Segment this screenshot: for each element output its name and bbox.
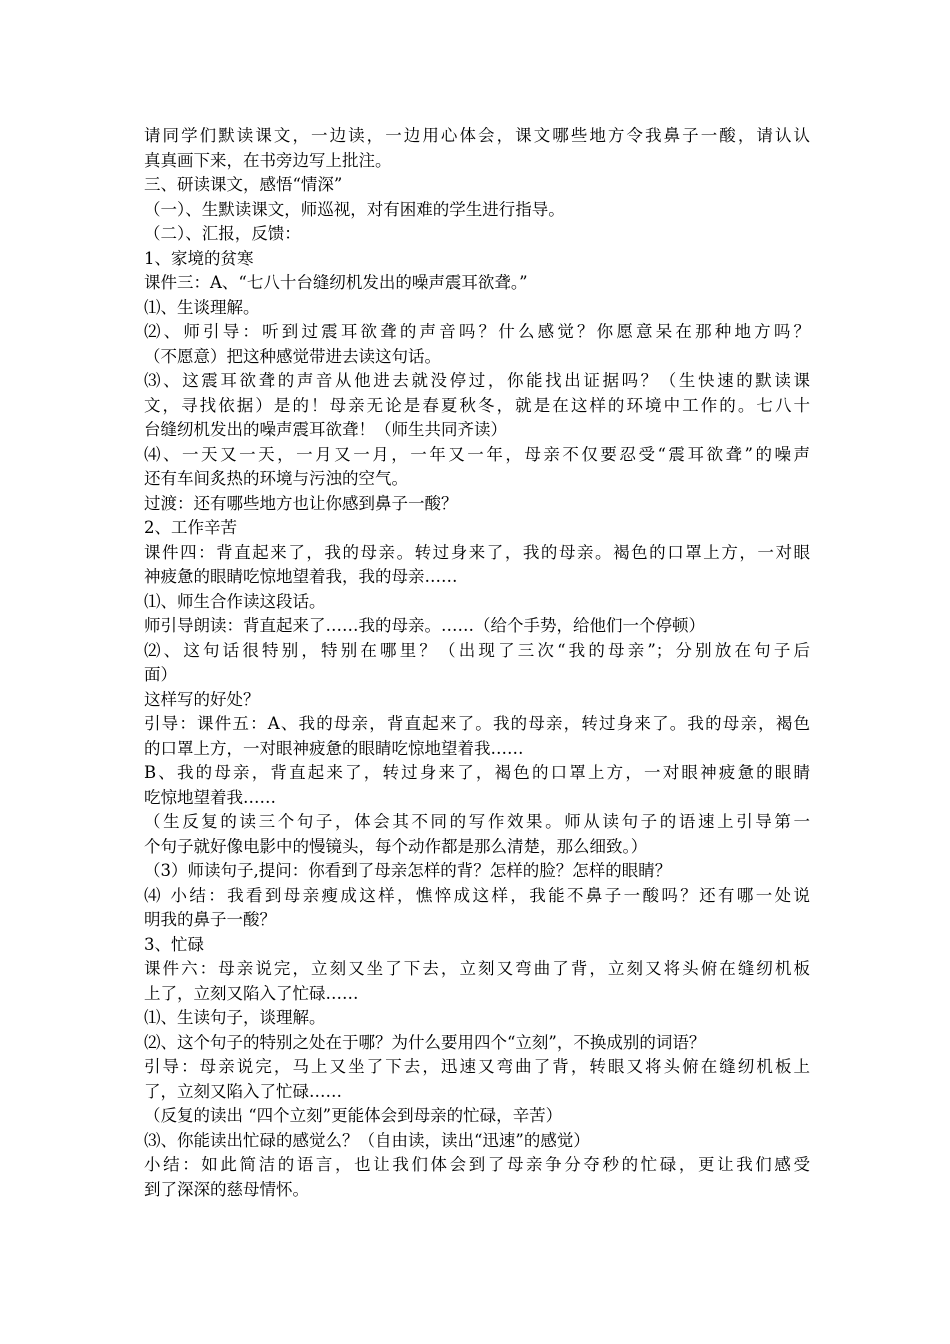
text-line: （一）、生默读课文，师巡视，对有困难的学生进行指导。 — [144, 199, 565, 219]
subsection-heading: 2、工作辛苦 — [144, 518, 237, 537]
text-line: 课件三：A、“七八十台缝纫机发出的噪声震耳欲聋。” — [144, 273, 528, 292]
text-line: ⑵、这句话很特别，特别在哪里？（出现了三次“我的母亲”；分别放在句子后 — [144, 640, 810, 660]
text-line: ⑷、一天又一天，一月又一月，一年又一年，母亲不仅要忍受“震耳欲聋”的噪声 — [144, 444, 810, 464]
text-line: 小结：如此简洁的语言，也让我们体会到了母亲争分夺秒的忙碌，更让我们感受 — [144, 1155, 810, 1174]
text-line: ⑵、这个句子的特别之处在于哪？为什么要用四个“立刻”，不换成别的词语？ — [144, 1032, 706, 1052]
subsection-heading: 3、忙碌 — [144, 934, 204, 954]
text-line: 了，立刻又陷入了忙碌…… — [144, 1081, 342, 1101]
text-line: ⑶、你能读出忙碌的感觉么？（自由读，读出“迅速”的感觉） — [144, 1130, 590, 1150]
text-line: 个句子就好像电影中的慢镜头，每个动作都是那么清楚，那么细致。） — [144, 836, 648, 856]
text-line: 课件四：背直起来了，我的母亲。转过身来了，我的母亲。褐色的口罩上方，一对眼 — [144, 542, 810, 562]
text-line: 引导：母亲说完，马上又坐了下去，迅速又弯曲了背，转眼又将头俯在缝纫机板上 — [144, 1057, 810, 1076]
text-line: ⑷ 小结：我看到母亲瘦成这样，憔悴成这样，我能不鼻子一酸吗？还有哪一处说 — [144, 885, 810, 905]
text-line: 课件六：母亲说完，立刻又坐了下去，立刻又弯曲了背，立刻又将头俯在缝纫机板 — [144, 959, 810, 978]
text-line: 师引导朗读：背直起来了……我的母亲。……（给个手势，给他们一个停顿） — [144, 616, 705, 635]
text-line: 到了深深的慈母情怀。 — [144, 1179, 309, 1199]
text-line: 引导：课件五：A、我的母亲，背直起来了。我的母亲，转过身来了。我的母亲，褐色 — [144, 714, 810, 733]
text-line: （不愿意）把这种感觉带进去读这句话。 — [144, 346, 441, 366]
text-line: 这样写的好处？ — [144, 689, 260, 709]
text-line: 过渡：还有哪些地方也让你感到鼻子一酸？ — [144, 493, 458, 513]
text-line: （3）师读句子,提问：你看到了母亲怎样的背？怎样的脸？怎样的眼睛？ — [144, 861, 672, 880]
text-line: 神疲惫的眼睛吃惊地望着我，我的母亲…… — [144, 567, 458, 586]
section-heading: 三、研读课文，感悟“情深” — [144, 175, 343, 194]
text-line: 真真画下来，在书旁边写上批注。 — [144, 150, 392, 170]
text-line: （二）、汇报，反馈： — [144, 224, 301, 243]
text-line: 明我的鼻子一酸？ — [144, 910, 276, 929]
text-line: 还有车间炙热的环境与污浊的空气。 — [144, 469, 408, 488]
text-line: B、我的母亲，背直起来了，转过身来了，褐色的口罩上方，一对眼神疲惫的眼睛 — [144, 763, 810, 782]
document-body — [144, 124, 810, 1202]
text-line: 请同学们默读课文，一边读，一边用心体会，课文哪些地方令我鼻子一酸，请认认 — [144, 126, 810, 145]
text-line: ⑴、师生合作读这段话。 — [144, 591, 326, 611]
text-line: （反复的读出 “四个立刻”更能体会到母亲的忙碌，辛苦） — [144, 1106, 563, 1125]
text-line: 上了，立刻又陷入了忙碌…… — [144, 983, 359, 1003]
text-line: ⑴、生谈理解。 — [144, 297, 260, 317]
text-line: 的口罩上方，一对眼神疲惫的眼睛吃惊地望着我…… — [144, 738, 524, 758]
text-line: 面） — [144, 665, 177, 684]
text-line: 台缝纫机发出的噪声震耳欲聋！（师生共同齐读） — [144, 420, 507, 439]
text-line: ⑴、生读句子，谈理解。 — [144, 1008, 326, 1027]
text-line: （生反复的读三个句子，体会其不同的写作效果。师从读句子的语速上引导第一 — [144, 812, 810, 831]
text-line: ⑵、师引导：听到过震耳欲聋的声音吗？什么感觉？你愿意呆在那种地方吗？ — [144, 322, 810, 341]
subsection-heading: 1、家境的贫寒 — [144, 248, 254, 268]
text-line: 文，寻找依据）是的！母亲无论是春夏秋冬，就是在这样的环境中工作的。七八十 — [144, 395, 810, 415]
text-line: ⑶、这震耳欲聋的声音从他进去就没停过，你能找出证据吗？（生快速的默读课 — [144, 371, 810, 390]
text-line: 吃惊地望着我…… — [144, 787, 276, 807]
